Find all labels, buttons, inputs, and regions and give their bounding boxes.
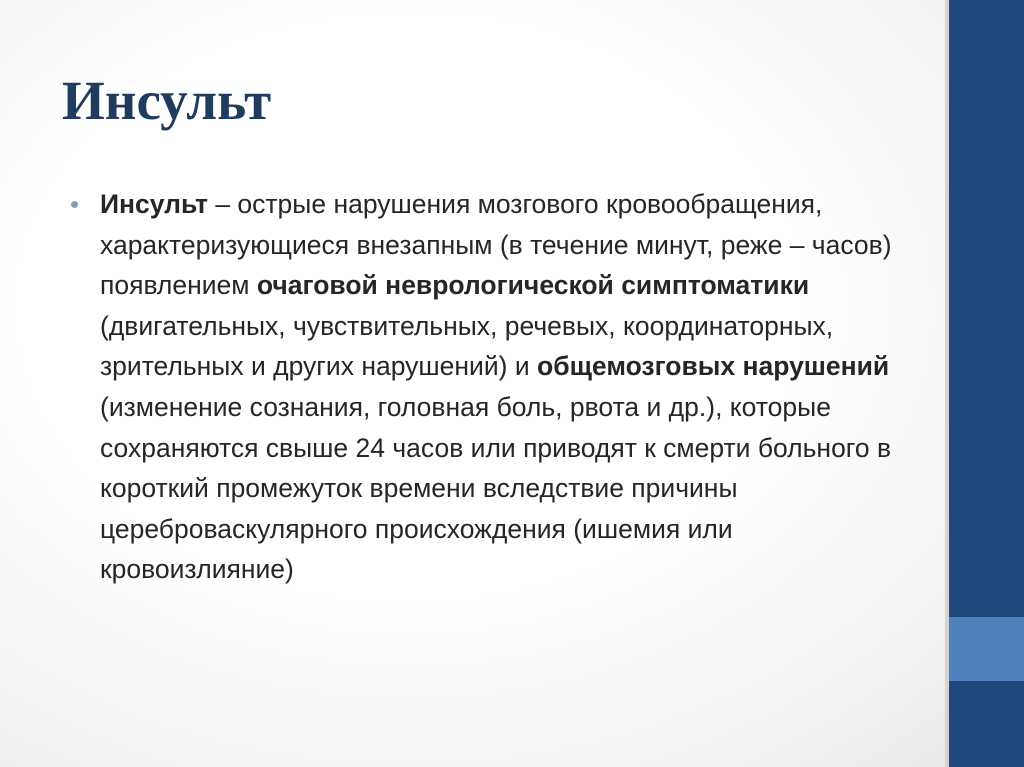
slide-title: Инсульт bbox=[62, 70, 272, 131]
definition-text-2: (двигательных, чувствительных, речевых, координаторных, зрительных и других нарушений) и bbox=[100, 310, 834, 382]
term-stroke: Инсульт bbox=[100, 189, 208, 219]
bullet-marker: • bbox=[70, 189, 80, 219]
definition-text-1: – острые нарушения мозгового кровообращения, характеризующиеся внезапным (в течение минут, реже – часов) появлением bbox=[100, 189, 892, 301]
term-focal-symptoms: очаговой неврологической симптоматики bbox=[256, 270, 810, 301]
term-general-cerebral: общемозговых нарушений bbox=[537, 351, 890, 382]
side-bar-accent bbox=[949, 617, 1024, 681]
slide-content bbox=[70, 184, 900, 590]
definition-text-3: (изменение сознания, головная боль, рвота и др.), которые сохраняются свыше 24 часов или приводят к смерти больного в короткий промежуток времени вследствие причины цереброваскулярного происхождения (ишемия или кровоизлияние) bbox=[100, 391, 892, 585]
bullet-item bbox=[70, 184, 900, 590]
